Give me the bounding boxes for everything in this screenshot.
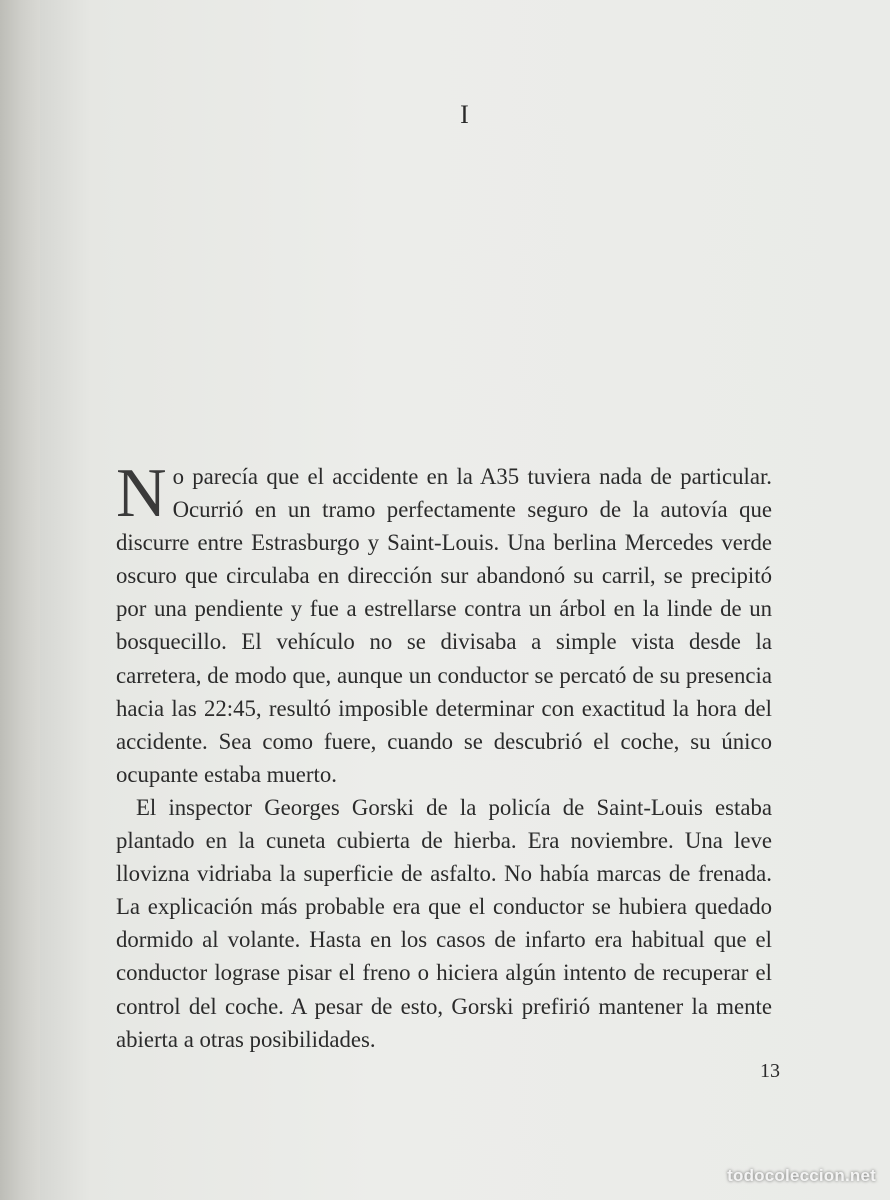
paragraph-1-text: o parecía que el accidente en la A35 tuviera nada de particular. Ocurrió en un tramo perfectamente seguro de la autovía que discurre entre Estrasburgo y Saint-Louis. Una berlina Mercedes verde oscuro que circulaba en dirección sur abandonó su carril, se precipitó por una pendiente y fue a estrellarse contra un árbol en la linde de un bosquecillo. El vehículo no se divisaba a simple vista desde la carretera, de modo que, aunque un conductor se percató de su presencia hacia las 22:45, resultó imposible determinar con exactitud la hora del accidente. Sea como fuere, cuando se descubrió el coche, su único ocupante estaba muerto. — [116, 464, 772, 787]
paragraph-1 — [116, 455, 772, 791]
body-text — [116, 455, 772, 1056]
book-page — [40, 0, 890, 1200]
watermark: todocoleccion.net — [727, 1166, 876, 1185]
page-number: 13 — [760, 1060, 780, 1082]
book-gutter — [0, 0, 40, 1200]
paragraph-2: El inspector Georges Gorski de la policía de Saint-Louis estaba plantado en la cuneta cubierta de hierba. Era noviembre. Una leve llovizna vidriaba la superficie de asfalto. No había marcas de frenada. La explicación más probable era que el conductor se hubiera quedado dormido al volante. Hasta en los casos de infarto era habitual que el conductor lograse pisar el freno o hiciera algún intento de recuperar el control del coche. A pesar de esto, Gorski prefirió mantener la mente abierta a otras posibilidades. — [116, 794, 772, 1052]
drop-cap: N — [116, 455, 167, 532]
chapter-number: I — [460, 100, 470, 129]
